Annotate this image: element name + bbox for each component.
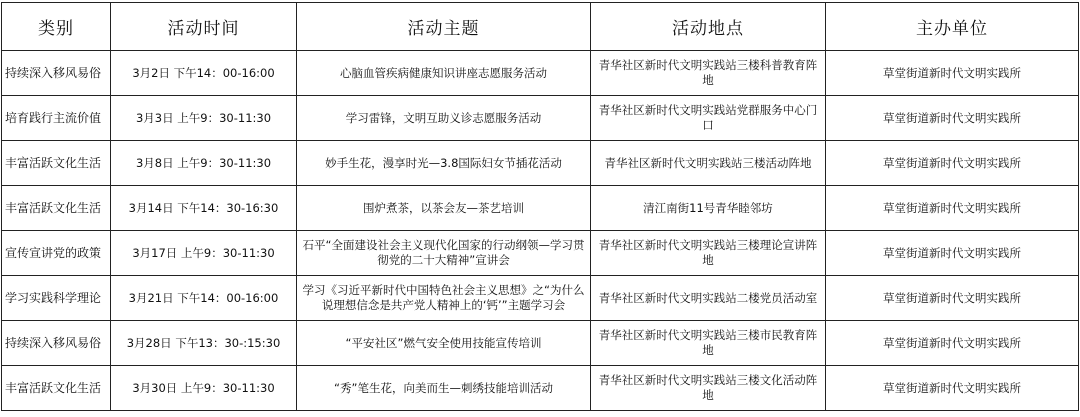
header-location: 活动地点 [591,3,826,51]
header-row [2,3,1079,51]
time-cell: 3月17日 上午9：30-11:30 [111,231,297,276]
table-row [2,276,1079,321]
table-row [2,366,1079,411]
table-row [2,321,1079,366]
location-cell: 青华社区新时代文明实践站三楼市民教育阵地 [591,321,826,366]
location-cell: 青华社区新时代文明实践站党群服务中心门口 [591,96,826,141]
category-cell: 持续深入移风易俗 [2,51,111,96]
header-theme: 活动主题 [297,3,591,51]
time-cell: 3月14日 下午14：30-16:30 [111,186,297,231]
theme-cell: “秀”笔生花，向美而生—刺绣技能培训活动 [297,366,591,411]
time-cell: 3月3日 上午9：30-11:30 [111,96,297,141]
time-cell: 3月28日 下午13：30-:15:30 [111,321,297,366]
header-time: 活动时间 [111,3,297,51]
table-row [2,231,1079,276]
organizer-cell: 草堂街道新时代文明实践所 [826,186,1079,231]
location-cell: 青华社区新时代文明实践站三楼文化活动阵地 [591,366,826,411]
theme-cell: 石平“全面建设社会主义现代化国家的行动纲领—学习贯彻党的二十大精神”宣讲会 [297,231,591,276]
organizer-cell: 草堂街道新时代文明实践所 [826,51,1079,96]
theme-cell: 妙手生花，漫享时光—3.8国际妇女节插花活动 [297,141,591,186]
organizer-cell: 草堂街道新时代文明实践所 [826,231,1079,276]
organizer-cell: 草堂街道新时代文明实践所 [826,141,1079,186]
category-cell: 丰富活跃文化生活 [2,186,111,231]
category-cell: 持续深入移风易俗 [2,321,111,366]
theme-cell: 心脑血管疾病健康知识讲座志愿服务活动 [297,51,591,96]
theme-cell: “平安社区”燃气安全使用技能宣传培训 [297,321,591,366]
category-cell: 丰富活跃文化生活 [2,366,111,411]
time-cell: 3月8日 上午9：30-11:30 [111,141,297,186]
table-row [2,51,1079,96]
location-cell: 青华社区新时代文明实践站三楼理论宣讲阵地 [591,231,826,276]
theme-cell: 围炉煮茶，以茶会友—茶艺培训 [297,186,591,231]
organizer-cell: 草堂街道新时代文明实践所 [826,366,1079,411]
header-organizer: 主办单位 [826,3,1079,51]
category-cell: 学习实践科学理论 [2,276,111,321]
time-cell: 3月2日 下午14：00-16:00 [111,51,297,96]
table-row [2,186,1079,231]
table-row [2,141,1079,186]
time-cell: 3月21日 下午14：00-16:00 [111,276,297,321]
time-cell: 3月30日 上午9：30-11:30 [111,366,297,411]
theme-cell: 学习雷锋，文明互助义诊志愿服务活动 [297,96,591,141]
category-cell: 培育践行主流价值 [2,96,111,141]
theme-cell: 学习《习近平新时代中国特色社会主义思想》之“为什么说理想信念是共产党人精神上的‘钙’”主题学习会 [297,276,591,321]
location-cell: 清江南街11号青华睦邻坊 [591,186,826,231]
category-cell: 丰富活跃文化生活 [2,141,111,186]
header-category: 类别 [2,3,111,51]
location-cell: 青华社区新时代文明实践站三楼活动阵地 [591,141,826,186]
location-cell: 青华社区新时代文明实践站三楼科普教育阵地 [591,51,826,96]
category-cell: 宣传宣讲党的政策 [2,231,111,276]
organizer-cell: 草堂街道新时代文明实践所 [826,321,1079,366]
table-row [2,96,1079,141]
organizer-cell: 草堂街道新时代文明实践所 [826,96,1079,141]
activity-schedule-table [1,2,1079,411]
organizer-cell: 草堂街道新时代文明实践所 [826,276,1079,321]
location-cell: 青华社区新时代文明实践站二楼党员活动室 [591,276,826,321]
